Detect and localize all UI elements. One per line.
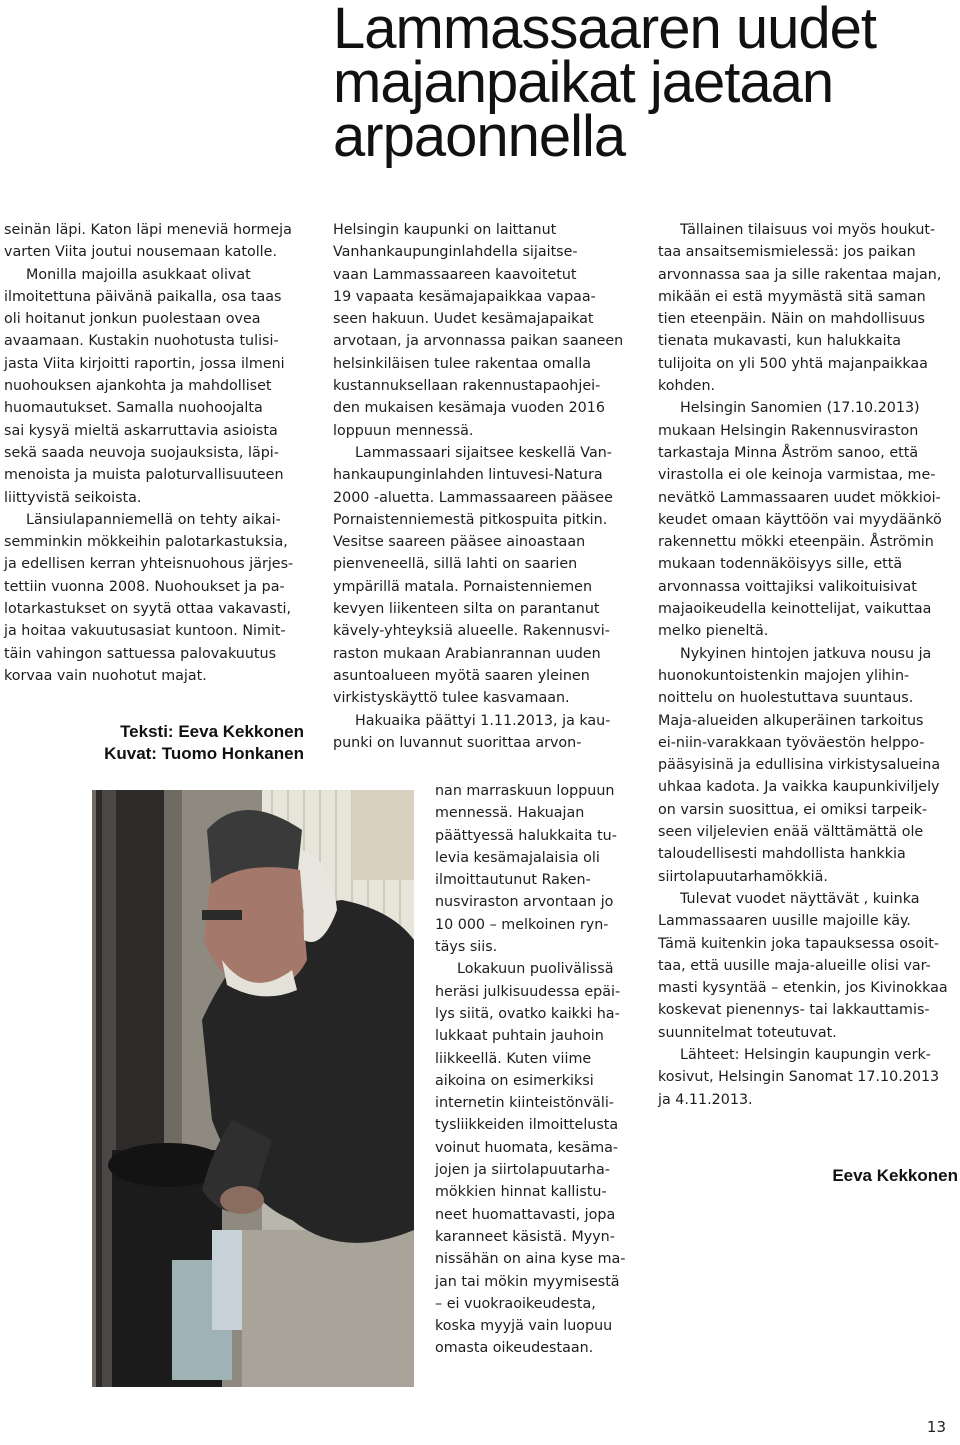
text-line: Monilla majoilla asukkaat olivat [26,266,251,283]
text-line: Lokakuun puolivälissä [457,961,614,978]
text-line: uhkaa kadota. Ja vaikka kaupunkiviljely [658,779,940,796]
text-line: den mukaisen kesämaja vuoden 2016 [333,400,605,417]
column-2-continued [435,780,635,1360]
text-line: avaamaan. Kustakin nuohotusta tulisi- [4,333,279,350]
text-line: hankaupunginlahden lintuvesi-Natura [333,467,603,484]
text-line: 19 vapaata kesämajapaikkaa vapaa- [333,288,596,305]
text-line: melko pieneltä. [658,623,769,640]
text-line: sai kysyä mieltä askarruttavia asioista [4,422,278,439]
text-line: voinut huomata, kesäma- [435,1139,619,1156]
text-line: jojen ja siirtolapuutarha- [435,1162,610,1179]
text-line: Länsiulapanniemellä on tehty aikai- [26,511,281,528]
text-line: varten Viita joutui nousemaan katolle. [4,244,277,261]
text-line: nissähän on aina kyse ma- [435,1251,626,1268]
text-line: mukaan Helsingin Rakennusviraston [658,422,919,439]
text-line: heräsi julkisuudessa epäi- [435,983,621,1000]
text-line: tien eteenpäin. Näin on mahdollisuus [658,311,925,328]
text-credit: Teksti: Eeva Kekkonen [120,722,304,741]
text-line: semminkin mökkeihin palotarkastuksia, [4,534,288,551]
text-line: huonokuntoistenkin majojen ylihin- [658,667,910,684]
text-line: ja 4.11.2013. [658,1091,753,1108]
text-line: huomautukset. Samalla nuohoojalta [4,400,263,417]
text-line: nan marraskuun loppuun [435,783,615,799]
text-line: Nykyinen hintojen jatkuva nousu ja [680,645,932,662]
text-line: virastolla ei ole keinoja varmistaa, me- [658,467,936,484]
author-signature: Eeva Kekkonen [832,1166,958,1185]
text-line: nusviraston arvontaan jo [435,894,614,911]
text-line: tysliikkeiden ilmoittelusta [435,1117,619,1134]
text-line: tarkastaja Minna Åström sanoo, että [658,444,919,461]
text-line: tulijoita on yli 500 yhtä majanpaikkaa [658,355,928,372]
text-line: Maja-alueiden alkuperäinen tarkoitus [658,712,924,729]
text-line: masti kysyntää – etenkin, jos Kivinokkaa [658,980,948,997]
title-line: arpaonnella [333,104,626,169]
text-line: ja edellisen kerran yhteisnuohous järjes- [4,556,294,573]
text-line: täin vahingon sattuessa palovakuutus [4,645,277,662]
title-line: Lammassaaren uudet [333,0,876,61]
text-line: Lammassaari sijaitsee keskellä Van- [355,444,612,461]
text-line: majaoikeudella keinottelijat, vaikuttaa [658,601,932,618]
text-line: siirtolapuutarhamökkiä. [658,868,828,885]
text-line: lukkaat puhtain jauhoin [435,1028,604,1045]
text-line: menoista ja muista paloturvallisuuteen [4,467,284,484]
text-line: seinän läpi. Katon läpi meneviä hormeja [4,222,292,238]
text-line: on varsin suosittua, ei omiksi tarpeik- [658,801,928,818]
text-line: Vanhankaupunginlahdella sijaitse- [333,244,578,261]
text-line: arvotaan, ja arvonnassa paikan saaneen [333,333,624,350]
text-line: punki on luvannut suorittaa arvon- [333,734,582,751]
text-line: rakennettu mökki eteenpäin. Åströmin [658,534,934,551]
column-3 [658,219,960,1111]
text-line: asuntoalueen myötä saaren yleinen [333,667,590,684]
text-line: virkistyskäyttö tulee kasvamaan. [333,690,570,707]
text-line: levia kesämajalaisia oli [435,849,600,866]
text-line: pääsyisinä ja edullisina virkistysalueina [658,757,941,774]
text-line: Tämä kuitenkin joka tapauksessa osoit- [658,935,939,952]
article-title [333,0,953,169]
text-line: raston mukaan Arabianrannan uuden [333,645,601,662]
text-line: 2000 -aluetta. Lammassaareen pääsee [333,489,613,506]
text-line: – ei vuokraoikeudesta, [435,1295,596,1312]
text-line: kevyen liikenteen silta on parantanut [333,601,600,618]
text-line: loppuun mennessä. [333,422,474,439]
text-line: kosivut, Helsingin Sanomat 17.10.2013 [658,1069,940,1086]
text-line: keudet omaan käyttöön vai myydäänkö [658,511,942,528]
text-line: mukaan todennäköisyys sille, että [658,556,903,573]
photo-credit: Kuvat: Tuomo Honkanen [104,744,304,763]
photo-credits [104,721,304,765]
text-line: kohden. [658,378,716,395]
text-line: Pornaistenniemestä pitkospuita pitkin. [333,511,608,528]
text-line: tettiin vuonna 2008. Nuohoukset ja pa- [4,578,285,595]
text-line: seen viljelevien enää välttämättä ole [658,824,924,841]
text-line: Tällainen tilaisuus voi myös houkut- [680,222,936,238]
text-line: mikään ei estä myymästä sitä saman [658,288,926,305]
text-line: kävely-yhteyksiä alueelle. Rakennusvi- [333,623,610,640]
text-line: täys siis. [435,939,498,956]
text-line: tienata mukavasti, kun halukkaita [658,333,901,350]
text-line: nevätkö Lammassaaren uudet mökkioi- [658,489,941,506]
text-line: helsinkiläisen tulee rakentaa omalla [333,355,591,372]
text-line: kustannuksellaan rakennustapaohjei- [333,378,601,395]
text-line: mökkien hinnat kallistu- [435,1184,607,1201]
text-line: ympärillä matala. Pornaistenniemen [333,578,593,595]
text-line: taa, että uusille maja-alueille olisi var- [658,957,931,974]
text-line: mennessä. Hakuajan [435,805,585,822]
text-line: ilmoitettuna päivänä paikalla, osa taas [4,288,282,305]
text-line: liikkeellä. Kuten viime [435,1050,592,1067]
text-line: internetin kiinteistönväli- [435,1095,614,1112]
text-line: jasta Viita kirjoitti raportin, jossa ilmeni [4,355,285,372]
text-line: Lähteet: Helsingin kaupungin verk- [680,1046,931,1063]
text-line: nuohouksen ajankohta ja mahdolliset [4,378,272,395]
text-line: oli hoitanut jonkun puolestaan ovea [4,311,261,328]
text-line: ei-niin-varakkaan työväestön helppo- [658,734,925,751]
text-line: liittyvistä seikoista. [4,489,142,506]
text-line: taa ansaitsemismielessä: jos paikan [658,244,916,261]
text-line: Tulevat vuodet näyttävät , kuinka [680,890,920,907]
text-line: suunnitelmat toteutuvat. [658,1024,837,1041]
text-line: aikoina on esimerkiksi [435,1072,594,1089]
text-line: päättyessä halukkaita tu- [435,827,617,844]
text-line: lys siitä, ovatko kaikki ha- [435,1005,620,1022]
text-line: Helsingin Sanomien (17.10.2013) [680,400,920,417]
text-line: seen hakuun. Uudet kesämajapaikat [333,311,594,328]
text-line: koska myyjä vain luopuu [435,1318,613,1335]
text-line: neet huomattavasti, jopa [435,1206,616,1223]
text-line: ja hoitaa vakuutusasiat kuntoon. Nimit- [4,623,286,640]
column-1 [4,219,306,687]
chimney-sweep-photo [92,790,414,1387]
text-line: Lammassaaren uusille majoille käy. [658,913,911,930]
text-line: taloudellisesti mahdollista hankkia [658,846,906,863]
text-line: noittelu on huolestuttava suuntaus. [658,690,914,707]
text-line: korvaa vain nuohotut majat. [4,667,207,684]
title-line: majanpaikat jaetaan [333,50,834,115]
text-line: Vesitse saareen pääsee ainoastaan [333,534,586,551]
text-line: ilmoittautunut Raken- [435,872,591,889]
text-line: omasta oikeudestaan. [435,1340,594,1357]
page-number: 13 [926,1418,946,1436]
text-line: Helsingin kaupunki on laittanut [333,222,557,238]
text-line: karanneet käsistä. Myyn- [435,1228,615,1245]
text-line: sekä saada neuvoja suojauksista, läpi- [4,444,279,461]
text-line: Hakuaika päättyi 1.11.2013, ja kau- [355,712,611,729]
text-line: jan tai mökin myymisestä [435,1273,620,1290]
text-line: 10 000 – melkoinen ryn- [435,916,609,933]
text-line: pienveneellä, sillä lahti on saarien [333,556,578,573]
text-line: koskevat pienennys- tai lakkauttamis- [658,1002,930,1019]
column-2 [333,219,637,754]
text-line: arvonnassa voittajiksi valikoituisivat [658,578,917,595]
text-line: arvonnassa saa ja sille rakentaa majan, [658,266,942,283]
text-line: vaan Lammassaareen kaavoitetut [333,266,577,283]
text-line: lotarkastukset on syytä ottaa vakavasti, [4,601,292,618]
